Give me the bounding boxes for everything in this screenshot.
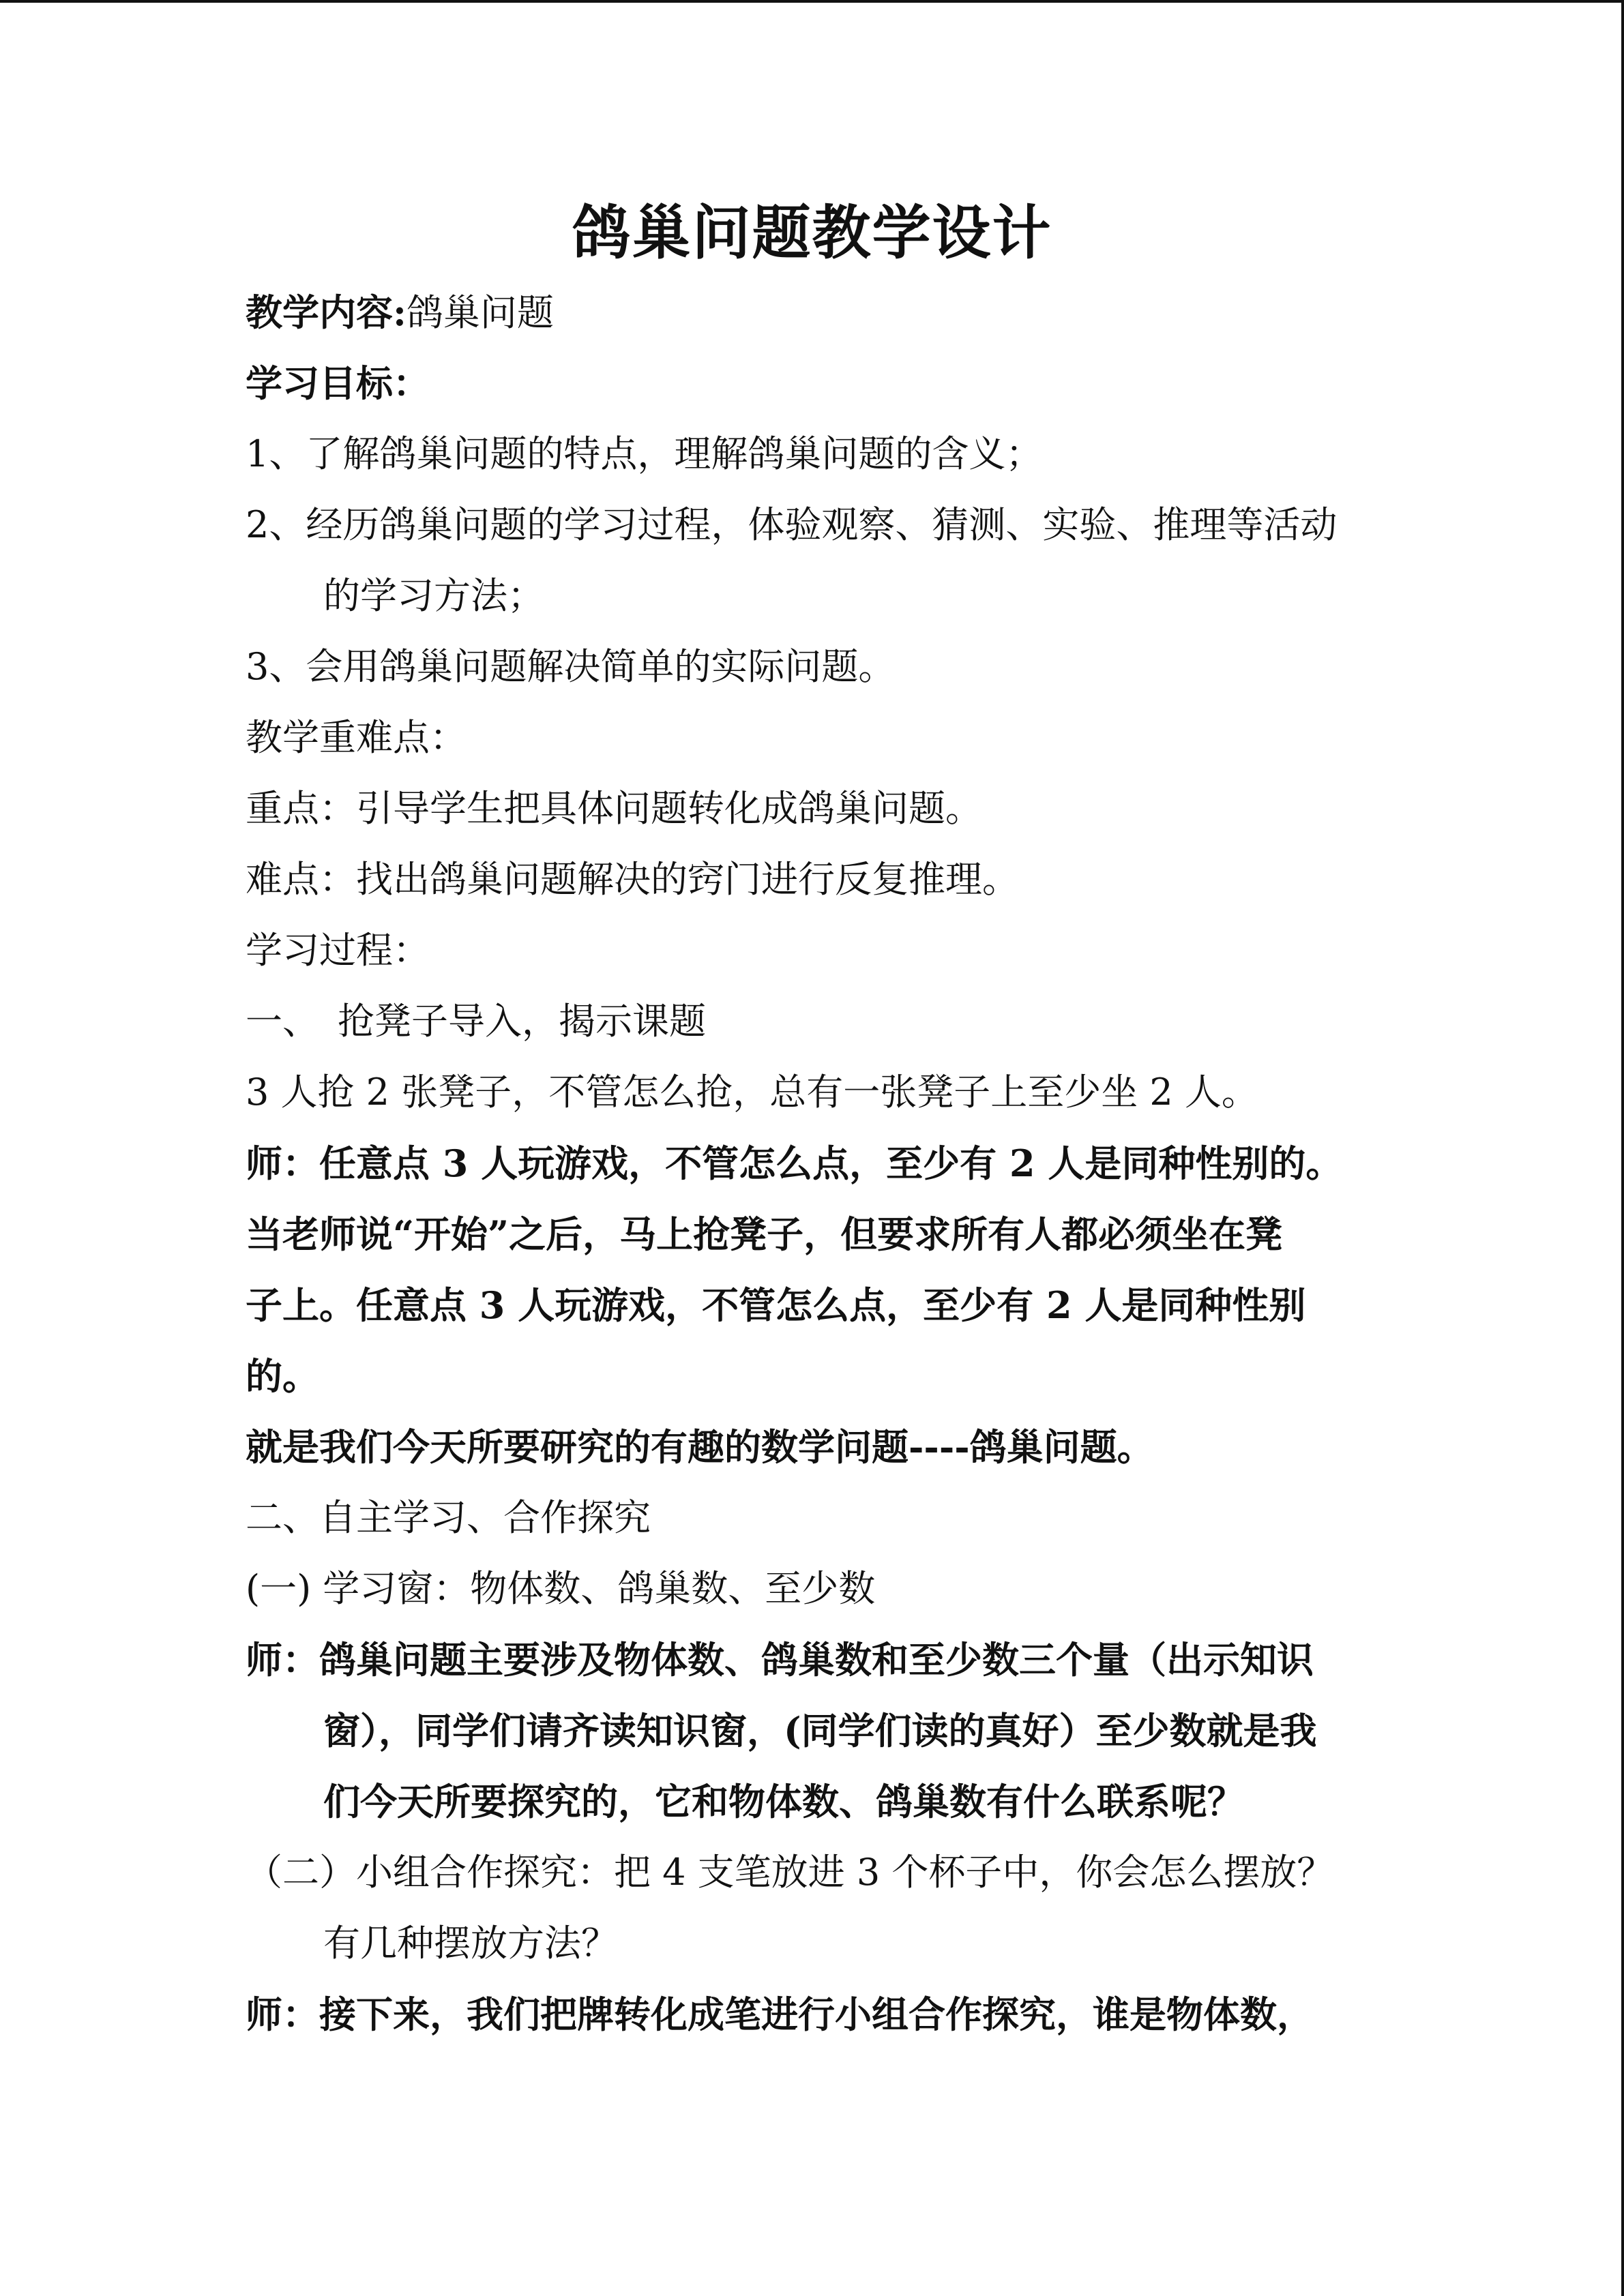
- objective-item: 2、经历鸽巢问题的学习过程，体验观察、猜测、实验、推理等活动: [246, 503, 1338, 546]
- section-2-heading: 二、自主学习、合作探究: [246, 1496, 651, 1539]
- document-title: 鸽巢问题教学设计: [572, 198, 1052, 267]
- teacher-speech-line-continued: 窗），同学们请齐读知识窗，(同学们读的真好）至少数就是我: [323, 1709, 1317, 1753]
- subsection-1-heading: (一) 学习窗：物体数、鸽巢数、至少数: [246, 1567, 876, 1610]
- teacher-speech-line-continued: 们今天所要探究的，它和物体数、鸽巢数有什么联系呢？: [323, 1780, 1244, 1823]
- objectives-label: 学习目标：: [246, 361, 430, 405]
- key-point: 重点：引导学生把具体问题转化成鸽巢问题。: [246, 787, 982, 830]
- teacher-speech-line: 子上。任意点 3 人玩游戏，不管怎么点，至少有 2 人是同种性别: [246, 1283, 1306, 1327]
- teacher-speech-line: 的。: [246, 1354, 319, 1398]
- section-1-heading: 一、 抢凳子导入，揭示课题: [246, 1000, 706, 1043]
- teacher-speech-line: 师：任意点 3 人玩游戏，不管怎么点，至少有 2 人是同种性别的。: [246, 1142, 1343, 1185]
- section-1-text: 3 人抢 2 张凳子，不管怎么抢，总有一张凳子上至少坐 2 人。: [246, 1071, 1258, 1114]
- process-label: 学习过程：: [246, 929, 430, 972]
- content-row: [246, 285, 1391, 340]
- subsection-2-heading: （二）小组合作探究：把 4 支笔放进 3 个杯子中，你会怎么摆放？: [246, 1851, 1334, 1894]
- subsection-2-continued: 有几种摆放方法？: [323, 1922, 618, 1965]
- content-value: 鸽巢问题: [406, 291, 554, 334]
- teacher-speech-line: 就是我们今天所要研究的有趣的数学问题----鸽巢问题。: [246, 1425, 1154, 1469]
- content-label: 教学内容:: [246, 290, 407, 334]
- teacher-speech-line: 师：接下来，我们把牌转化成笔进行小组合作探究，谁是物体数，: [246, 1993, 1314, 2036]
- objective-item: 3、会用鸽巢问题解决简单的实际问题。: [246, 645, 896, 688]
- key-difficult-label: 教学重难点：: [246, 716, 467, 759]
- objective-item: 1、了解鸽巢问题的特点，理解鸽巢问题的含义；: [246, 432, 1043, 475]
- difficult-point: 难点：找出鸽巢问题解决的窍门进行反复推理。: [246, 858, 1019, 901]
- teacher-speech-line: 当老师说“开始”之后，马上抢凳子，但要求所有人都必须坐在凳: [246, 1212, 1283, 1256]
- objective-item-continued: 的学习方法；: [323, 574, 544, 617]
- teacher-speech-line: 师：鸽巢问题主要涉及物体数、鸽巢数和至少数三个量（出示知识: [246, 1638, 1314, 1682]
